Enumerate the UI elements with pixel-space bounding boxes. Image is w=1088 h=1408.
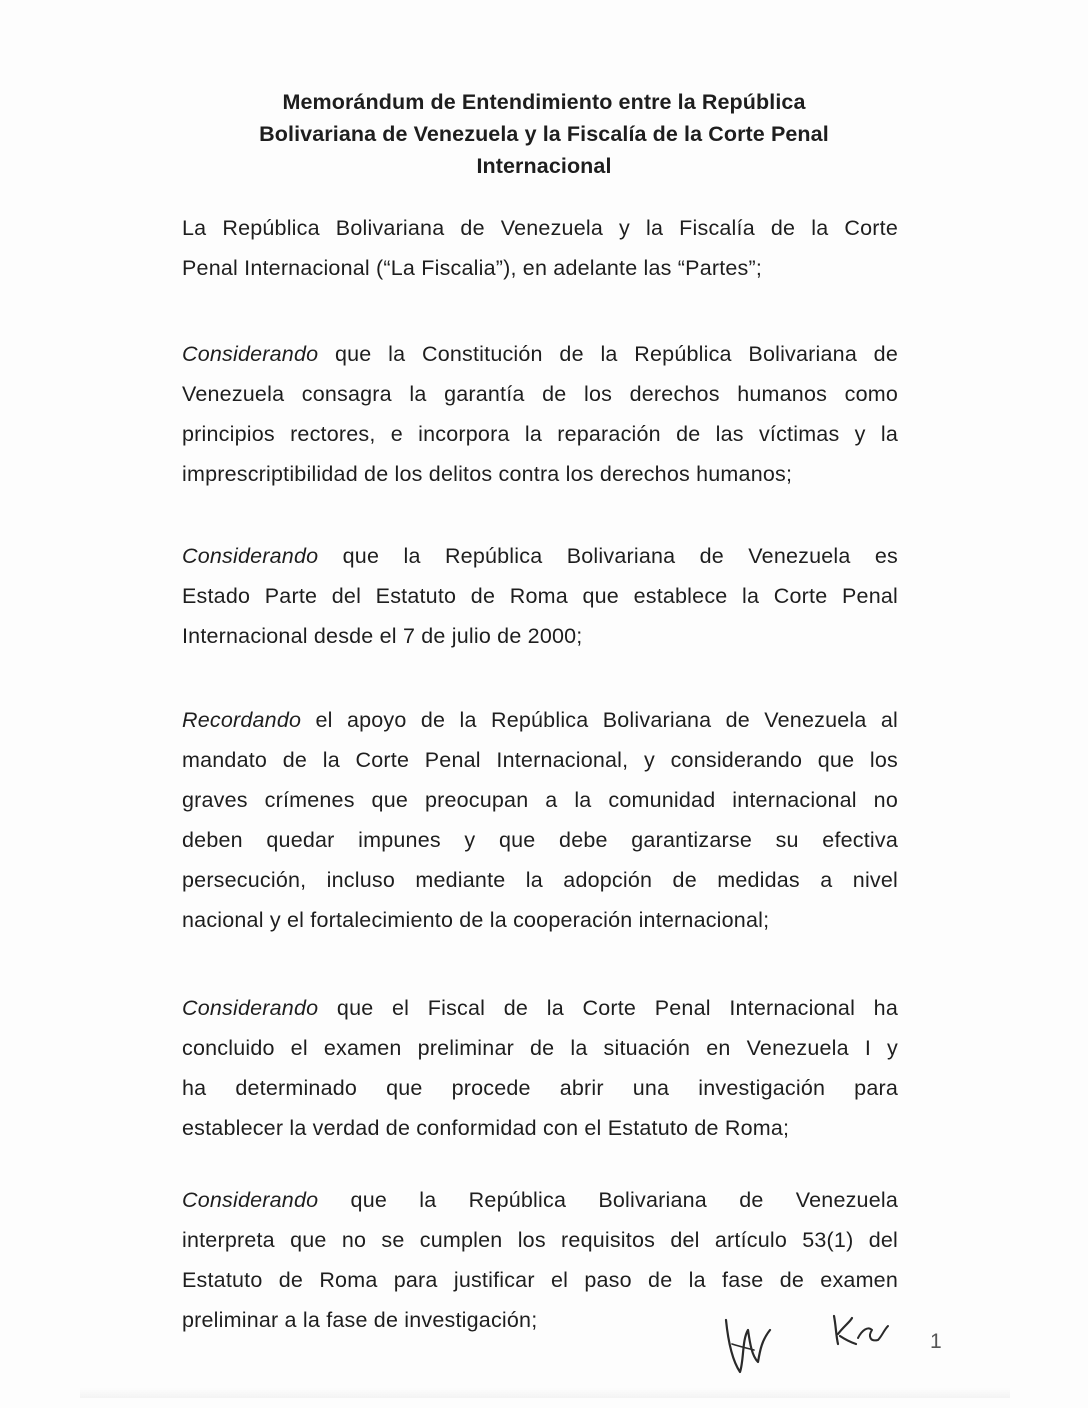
paragraph-lead-word: Considerando (182, 1188, 319, 1212)
paragraph-considerando-constitucion (182, 334, 898, 494)
scan-shadow (80, 1388, 1010, 1398)
paragraph-line: establecer la verdad de conformidad con el Estatuto de Roma; (182, 1116, 790, 1140)
paragraph-line: Internacional desde el 7 de julio de 2000; (182, 624, 583, 648)
paragraph-line: persecución, incluso mediante la adopción de medidas a nivel (182, 868, 898, 892)
paragraph-line: deben quedar impunes y que debe garantizarse su efectiva (182, 828, 898, 852)
paragraph-line: ha determinado que procede abrir una investigación para (182, 1076, 898, 1100)
paragraph-line: concluido el examen preliminar de la situación en Venezuela I y (182, 1036, 898, 1060)
paragraph-first-line (182, 334, 898, 374)
paragraph-line: Venezuela consagra la garantía de los derechos humanos como (182, 382, 898, 406)
title-line: Internacional (476, 154, 612, 178)
paragraph-first-line (182, 1180, 898, 1220)
paragraph-lead-word: Recordando (182, 708, 302, 732)
paragraph-considerando-fiscal (182, 988, 898, 1148)
paragraph-line-rest: el apoyo de la República Bolivariana de Venezuela al (301, 708, 898, 732)
paragraph-first-line (182, 536, 898, 576)
paragraph-parties (182, 208, 898, 288)
title-line: Bolivariana de Venezuela y la Fiscalía de la Corte Penal (259, 122, 829, 146)
paragraph-lead-word: Considerando (182, 996, 319, 1020)
title-line: Memorándum de Entendimiento entre la República (282, 90, 806, 114)
paragraph-line: imprescriptibilidad de los delitos contra los derechos humanos; (182, 462, 793, 486)
paragraph-line: nacional y el fortalecimiento de la cooperación internacional; (182, 908, 770, 932)
paragraph-line: Penal Internacional (“La Fiscalia”), en adelante las “Partes”; (182, 256, 763, 280)
paragraph-first-line (182, 988, 898, 1028)
handwritten-initials-1 (718, 1300, 778, 1380)
paragraph-line-rest: que el Fiscal de la Corte Penal Internacional ha (318, 996, 898, 1020)
paragraph-line: graves crímenes que preocupan a la comunidad internacional no (182, 788, 898, 812)
paragraph-lead-word: Considerando (182, 544, 319, 568)
paragraph-considerando-estado-parte (182, 536, 898, 656)
paragraph-line: principios rectores, e incorpora la reparación de las víctimas y la (182, 422, 898, 446)
paragraph-first-line (182, 700, 898, 740)
paragraph-line: mandato de la Corte Penal Internacional, y considerando que los (182, 748, 898, 772)
paragraph-line: interpreta que no se cumplen los requisitos del artículo 53(1) del (182, 1228, 898, 1252)
paragraph-line-rest: que la Constitución de la República Bolivariana de (318, 342, 898, 366)
page-number: 1 (930, 1330, 942, 1353)
paragraph-line: La República Bolivariana de Venezuela y la Fiscalía de la Corte (182, 216, 898, 240)
paragraph-lead-word: Considerando (182, 342, 319, 366)
handwritten-initials-2 (828, 1308, 894, 1352)
paragraph-recordando (182, 700, 898, 940)
paragraph-line: preliminar a la fase de investigación; (182, 1308, 538, 1332)
paragraph-line: Estado Parte del Estatuto de Roma que establece la Corte Penal (182, 584, 898, 608)
document-title (200, 86, 888, 182)
paragraph-line-rest: que la República Bolivariana de Venezuela (318, 1188, 898, 1212)
paragraph-line: Estatuto de Roma para justificar el paso de la fase de examen (182, 1268, 898, 1292)
paragraph-line-rest: que la República Bolivariana de Venezuela es (318, 544, 898, 568)
paragraph-considerando-interpreta (182, 1180, 898, 1340)
